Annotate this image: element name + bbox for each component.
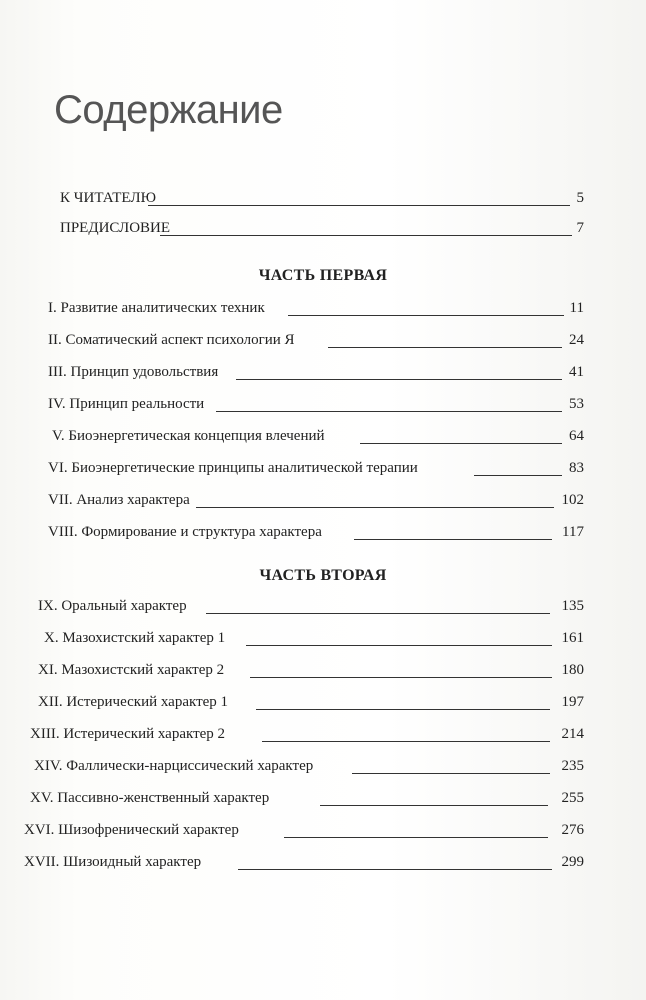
toc-leader-line: [262, 741, 550, 742]
toc-entry-page: 53: [569, 396, 584, 412]
toc-entry: [0, 362, 646, 386]
toc-entry: [0, 330, 646, 354]
toc-entry-reader: [0, 188, 646, 212]
toc-entry-page: 117: [562, 524, 584, 540]
toc-entry: [0, 596, 646, 620]
toc-entry-label: XIV. Фаллически-нарциссический характер: [34, 758, 314, 774]
toc-entry-label: X. Мазохистский характер 1: [44, 630, 226, 646]
toc-entry-label: ПРЕДИСЛОВИЕ: [60, 220, 171, 236]
toc-entry-page: 24: [569, 332, 584, 348]
toc-entry: [0, 660, 646, 684]
toc-entry: [0, 298, 646, 322]
toc-leader-line: [354, 539, 552, 540]
toc-leader-line: [352, 773, 550, 774]
toc-entry-page: 161: [561, 630, 584, 646]
toc-entry-label: XIII. Истерический характер 2: [30, 726, 226, 742]
toc-entry-page: 11: [569, 300, 584, 316]
toc-leader-line: [236, 379, 562, 380]
toc-entry-page: 197: [561, 694, 584, 710]
part-two-heading: ЧАСТЬ ВТОРАЯ: [259, 567, 387, 584]
toc-leader-line: [284, 837, 548, 838]
toc-entry-page: 255: [561, 790, 584, 806]
toc-entry-page: 299: [561, 854, 584, 870]
toc-entry: [0, 394, 646, 418]
part-one-heading: ЧАСТЬ ПЕРВАЯ: [258, 267, 388, 284]
toc-entry: [0, 724, 646, 748]
toc-entry: [0, 852, 646, 876]
toc-leader-line: [196, 507, 554, 508]
toc-leader-line: [288, 315, 564, 316]
toc-entry-label: VIII. Формирование и структура характера: [48, 524, 322, 540]
page-title: Содержание: [54, 88, 283, 132]
toc-entry-preface: [0, 218, 646, 242]
toc-entry: [0, 458, 646, 482]
toc-leader-line: [256, 709, 550, 710]
toc-entry-page: 83: [569, 460, 584, 476]
toc-entry-label: XVII. Шизоидный характер: [24, 854, 202, 870]
toc-entry: [0, 522, 646, 546]
toc-entry-page: 41: [569, 364, 584, 380]
toc-entry-label: VII. Анализ характера: [48, 492, 190, 508]
toc-entry-label: II. Соматический аспект психологии Я: [48, 332, 295, 348]
toc-entry-page: 135: [561, 598, 584, 614]
toc-entry-page: 102: [561, 492, 584, 508]
toc-entry-label: IV. Принцип реальности: [48, 396, 205, 412]
toc-leader-line: [160, 235, 572, 236]
toc-entry-label: XV. Пассивно-женственный характер: [30, 790, 270, 806]
toc-entry-page: 7: [576, 220, 584, 236]
toc-entry-page: 64: [569, 428, 584, 444]
toc-entry: [0, 692, 646, 716]
toc-entry-page: 235: [561, 758, 584, 774]
toc-leader-line: [206, 613, 550, 614]
toc-entry: [0, 820, 646, 844]
toc-leader-line: [360, 443, 562, 444]
toc-entry-label: V. Биоэнергетическая концепция влечений: [52, 428, 325, 444]
toc-entry-label: VI. Биоэнергетические принципы аналитической терапии: [48, 460, 418, 476]
toc-entry: [0, 788, 646, 812]
toc-entry: [0, 628, 646, 652]
toc-leader-line: [328, 347, 562, 348]
toc-leader-line: [216, 411, 562, 412]
toc-leader-line: [246, 645, 552, 646]
toc-leader-line: [238, 869, 552, 870]
toc-entry: [0, 756, 646, 780]
toc-entry-label: IX. Оральный характер: [38, 598, 187, 614]
toc-entry: [0, 426, 646, 450]
toc-leader-line: [320, 805, 548, 806]
toc-entry-label: I. Развитие аналитических техник: [48, 300, 265, 316]
toc-entry-label: К ЧИТАТЕЛЮ: [60, 190, 156, 206]
toc-entry-label: XI. Мазохистский характер 2: [38, 662, 225, 678]
toc-entry-label: XVI. Шизофренический характер: [24, 822, 239, 838]
toc-entry-page: 276: [561, 822, 584, 838]
toc-entry-label: XII. Истерический характер 1: [38, 694, 229, 710]
toc-entry-page: 214: [561, 726, 584, 742]
toc-entry: [0, 490, 646, 514]
toc-leader-line: [474, 475, 562, 476]
toc-leader-line: [148, 205, 570, 206]
toc-entry-label: III. Принцип удовольствия: [48, 364, 219, 380]
toc-entry-page: 180: [561, 662, 584, 678]
toc-leader-line: [250, 677, 552, 678]
toc-entry-page: 5: [576, 190, 584, 206]
